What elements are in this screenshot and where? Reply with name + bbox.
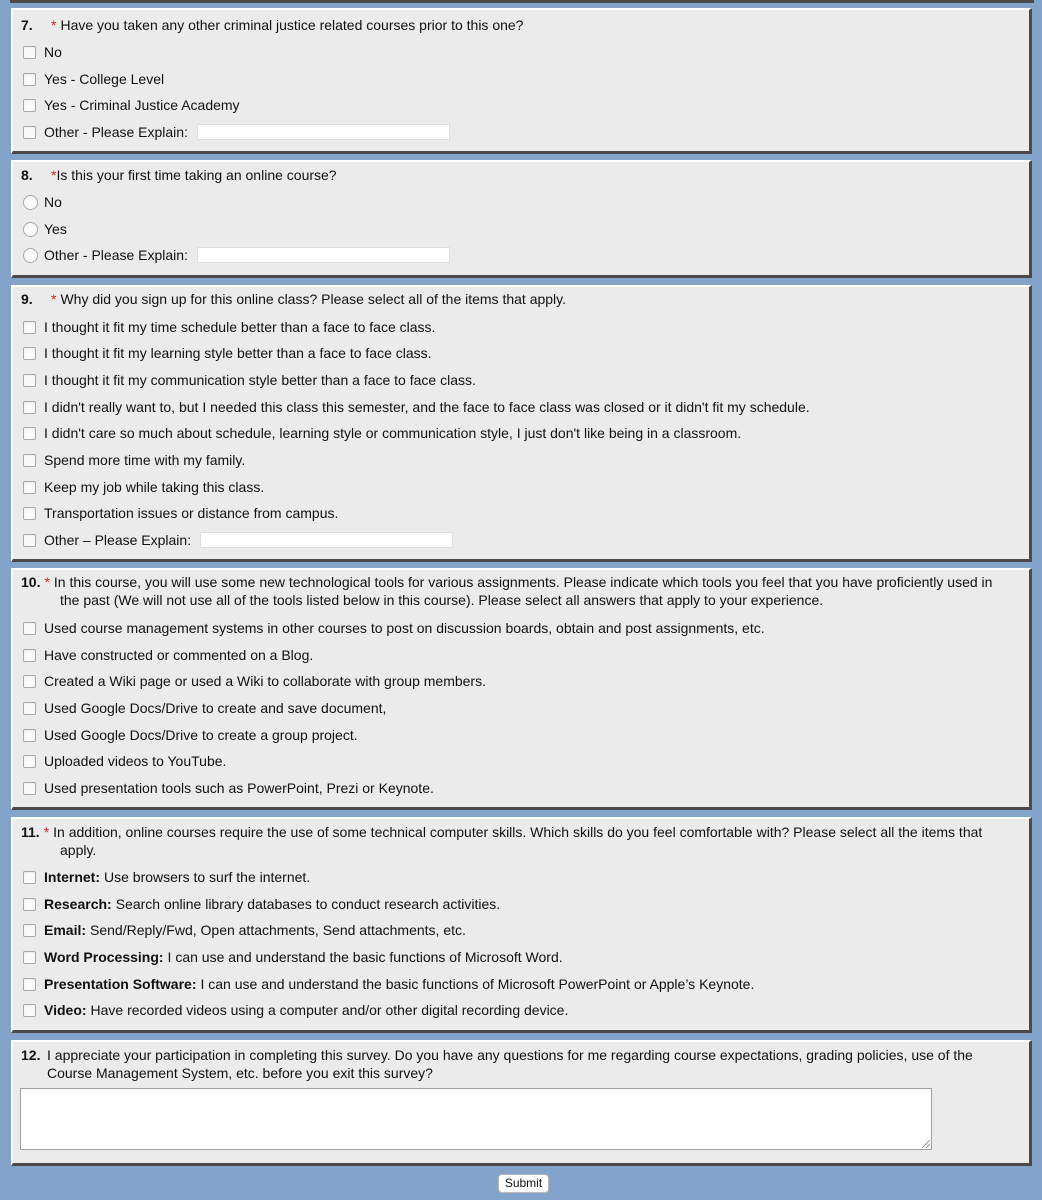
required-marker: *: [44, 574, 50, 590]
checkbox[interactable]: [23, 321, 36, 334]
question-number: 8.: [21, 167, 33, 183]
option-other[interactable]: [23, 531, 453, 549]
option-presentation-tools[interactable]: [23, 779, 434, 797]
checkbox[interactable]: [23, 782, 36, 795]
option-heading: Word Processing:: [44, 949, 164, 965]
option-yes-college-level[interactable]: [23, 70, 164, 88]
checkbox[interactable]: [23, 622, 36, 635]
option-other[interactable]: [23, 246, 450, 264]
checkbox[interactable]: [23, 702, 36, 715]
question-text: In addition, online courses require the use of some technical computer skills. Which skills do you feel comfortable with? Please select all the items that apply.: [53, 824, 983, 858]
checkbox[interactable]: [23, 401, 36, 414]
question-number: 7.: [21, 17, 33, 33]
option-label: Transportation issues or distance from campus.: [44, 505, 339, 521]
option-needed-class[interactable]: [23, 398, 810, 416]
question-number: 9.: [21, 291, 33, 307]
checkbox[interactable]: [23, 924, 36, 937]
option-youtube[interactable]: [23, 752, 226, 770]
option-label: I thought it fit my communication style better than a face to face class.: [44, 372, 476, 388]
option-label: I didn't care so much about schedule, learning style or communication style, I just don't like being in a classroom.: [44, 425, 742, 441]
option-label: I can use and understand the basic functions of Microsoft Word.: [167, 949, 563, 965]
checkbox[interactable]: [23, 534, 36, 547]
checkbox[interactable]: [23, 1004, 36, 1017]
checkbox[interactable]: [23, 507, 36, 520]
option-internet[interactable]: [23, 868, 310, 886]
option-keep-job[interactable]: [23, 478, 264, 496]
option-family-time[interactable]: [23, 451, 245, 469]
question-number: 11.: [21, 824, 40, 840]
option-google-docs-group-project[interactable]: [23, 726, 358, 744]
radio-button[interactable]: [23, 248, 38, 263]
option-label: Created a Wiki page or used a Wiki to collaborate with group members.: [44, 673, 486, 689]
option-label: Yes - Criminal Justice Academy: [44, 97, 240, 113]
option-label: Used Google Docs/Drive to create a group project.: [44, 727, 358, 743]
question-number: 10.: [21, 574, 41, 590]
option-label: Keep my job while taking this class.: [44, 479, 265, 495]
option-label: Uploaded videos to YouTube.: [44, 753, 227, 769]
checkbox[interactable]: [23, 729, 36, 742]
option-learning-style[interactable]: [23, 344, 432, 362]
required-marker: *: [51, 17, 57, 33]
option-label: Other - Please Explain:: [44, 124, 188, 140]
question-text: Have you taken any other criminal justice related courses prior to this one?: [60, 17, 524, 33]
checkbox[interactable]: [23, 99, 36, 112]
required-marker: *: [43, 824, 50, 840]
question-number: 12.: [21, 1047, 41, 1063]
question-10-prompt: [21, 573, 1015, 609]
option-label: Have recorded videos using a computer and/or other digital recording device.: [90, 1002, 569, 1018]
option-heading: Video:: [44, 1002, 87, 1018]
option-other[interactable]: [23, 123, 450, 141]
question-8-panel: [11, 160, 1032, 278]
option-transportation[interactable]: [23, 504, 338, 522]
option-label: No: [44, 44, 62, 60]
previous-question-panel-edge: [10, 0, 1034, 3]
option-label: Use browsers to surf the internet.: [104, 869, 311, 885]
question-10-panel: [11, 568, 1032, 810]
checkbox[interactable]: [23, 871, 36, 884]
question-7-panel: [11, 8, 1032, 154]
question-8-prompt: [21, 166, 1015, 184]
option-video[interactable]: [23, 1001, 568, 1019]
option-yes[interactable]: [23, 220, 67, 238]
option-label: I thought it fit my time schedule better than a face to face class.: [44, 319, 436, 335]
option-label: Used Google Docs/Drive to create and save document,: [44, 700, 387, 716]
option-heading: Presentation Software:: [44, 976, 197, 992]
option-label: Other - Please Explain:: [44, 247, 188, 263]
option-research[interactable]: [23, 895, 500, 913]
submit-button[interactable]: Submit: [498, 1174, 549, 1193]
explain-input[interactable]: [197, 124, 450, 140]
option-dislike-classroom[interactable]: [23, 424, 741, 442]
checkbox[interactable]: [23, 427, 36, 440]
option-time-schedule[interactable]: [23, 318, 435, 336]
option-label: Send/Reply/Fwd, Open attachments, Send attachments, etc.: [90, 922, 466, 938]
option-label: Used course management systems in other courses to post on discussion boards, obtain and post assignments, etc.: [44, 620, 765, 636]
question-12-panel: [11, 1040, 1032, 1166]
option-google-docs-document[interactable]: [23, 699, 386, 717]
option-label: No: [44, 194, 62, 210]
option-label: I didn't really want to, but I needed this class this semester, and the face to face class was closed or it didn't fit my schedule.: [44, 399, 810, 415]
checkbox[interactable]: [23, 374, 36, 387]
radio-button[interactable]: [23, 195, 38, 210]
question-11-panel: [11, 817, 1032, 1033]
checkbox[interactable]: [23, 675, 36, 688]
option-label: Used presentation tools such as PowerPoint, Prezi or Keynote.: [44, 780, 434, 796]
option-no[interactable]: [23, 43, 62, 61]
option-heading: Internet:: [44, 869, 100, 885]
option-communication-style[interactable]: [23, 371, 476, 389]
checkbox[interactable]: [23, 73, 36, 86]
option-label: Other – Please Explain:: [44, 532, 192, 548]
option-label: Have constructed or commented on a Blog.: [44, 647, 314, 663]
option-email[interactable]: [23, 921, 466, 939]
checkbox[interactable]: [23, 951, 36, 964]
required-marker: *: [51, 291, 57, 307]
option-presentation-software[interactable]: [23, 975, 754, 993]
checkbox[interactable]: [23, 755, 36, 768]
checkbox[interactable]: [23, 898, 36, 911]
question-11-prompt: [21, 823, 1015, 859]
radio-button[interactable]: [23, 222, 38, 237]
option-blog[interactable]: [23, 646, 313, 664]
option-wiki[interactable]: [23, 672, 486, 690]
checkbox[interactable]: [23, 481, 36, 494]
explain-input[interactable]: [197, 247, 450, 263]
question-9-panel: [11, 285, 1032, 562]
question-7-prompt: [21, 16, 1015, 34]
question-text: I appreciate your participation in completing this survey. Do you have any questions for me regarding course expectations, grading policies, use of the Course Management System, etc. before you exit this survey?: [47, 1047, 973, 1081]
question-text: In this course, you will use some new technological tools for various assignments. Please indicate which tools you feel that you have proficiently used in the past (We will not use all of the tools listed below in this course). Please select all answers that apply to your experience.: [53, 574, 993, 608]
option-course-management-systems[interactable]: [23, 619, 765, 637]
checkbox[interactable]: [23, 649, 36, 662]
option-label: Search online library databases to conduct research activities.: [115, 896, 501, 912]
required-marker: *: [51, 167, 57, 183]
option-label: Yes - College Level: [44, 71, 165, 87]
option-label: Yes: [44, 221, 67, 237]
checkbox[interactable]: [23, 454, 36, 467]
question-text: Why did you sign up for this online class? Please select all of the items that apply.: [60, 291, 567, 307]
checkbox[interactable]: [23, 347, 36, 360]
checkbox[interactable]: [23, 126, 36, 139]
comments-textarea[interactable]: [20, 1088, 932, 1150]
option-yes-criminal-justice-academy[interactable]: [23, 96, 240, 114]
checkbox[interactable]: [23, 46, 36, 59]
explain-input[interactable]: [200, 532, 453, 548]
question-text: Is this your first time taking an online course?: [56, 167, 337, 183]
option-label: I can use and understand the basic functions of Microsoft PowerPoint or Apple’s Keynote.: [200, 976, 755, 992]
question-12-prompt: [21, 1046, 1015, 1082]
option-word-processing[interactable]: [23, 948, 563, 966]
option-no[interactable]: [23, 193, 62, 211]
option-label: Spend more time with my family.: [44, 452, 246, 468]
question-9-prompt: [21, 290, 1015, 308]
option-heading: Research:: [44, 896, 112, 912]
checkbox[interactable]: [23, 978, 36, 991]
resize-grip-icon[interactable]: [922, 1140, 930, 1148]
option-heading: Email:: [44, 922, 87, 938]
option-label: I thought it fit my learning style better than a face to face class.: [44, 345, 432, 361]
